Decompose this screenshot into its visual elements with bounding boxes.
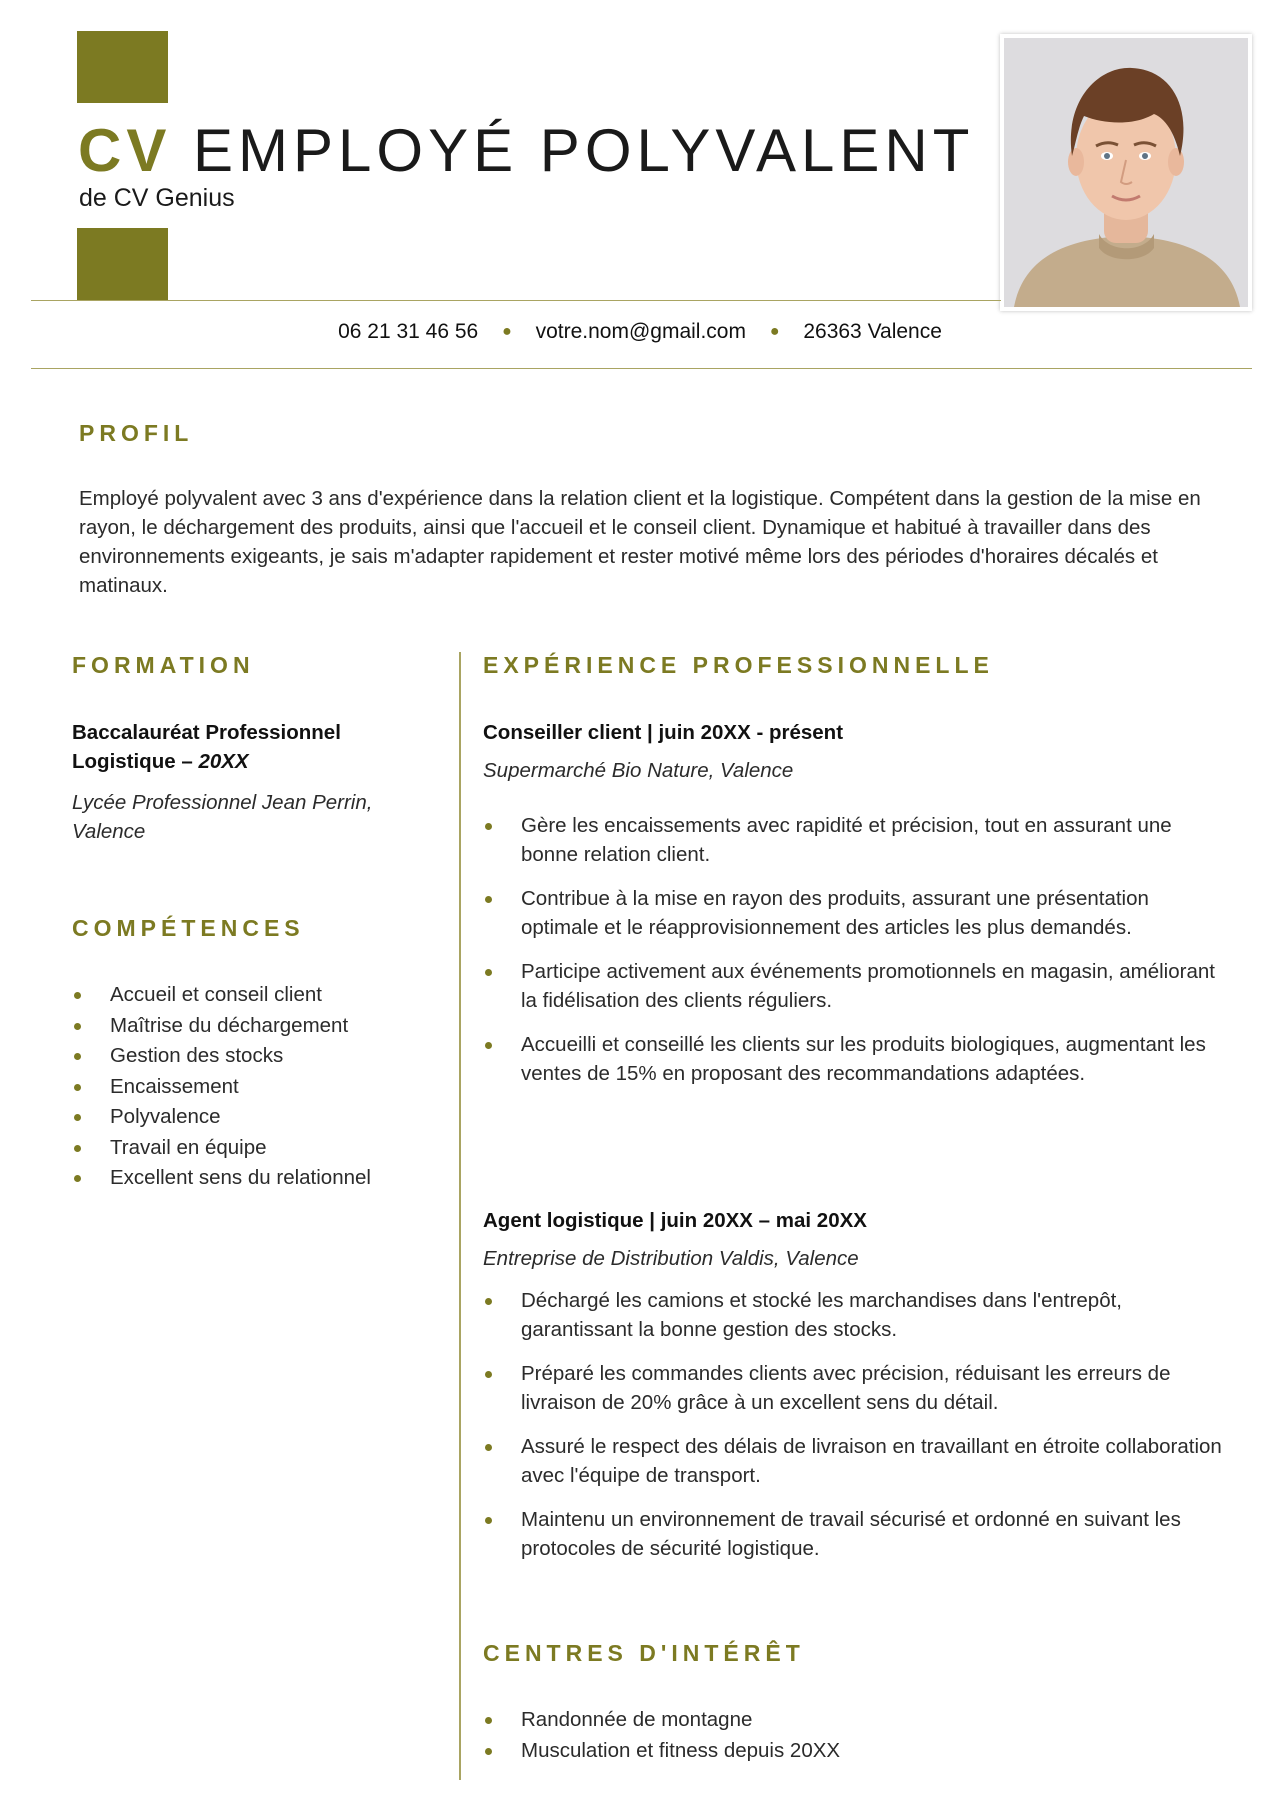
column-divider	[459, 652, 461, 1780]
separator-dot-icon: ●	[502, 323, 512, 340]
list-item: Maintenu un environnement de travail sécurisé et ordonné en suivant les protocoles de sécurité logistique.	[483, 1505, 1223, 1563]
list-item: Polyvalence	[72, 1102, 417, 1133]
contact-email: votre.nom@gmail.com	[535, 320, 746, 343]
skills-list	[72, 980, 417, 1194]
contact-bar	[0, 320, 1280, 344]
job-company: Supermarché Bio Nature, Valence	[483, 759, 794, 782]
list-item: Travail en équipe	[72, 1133, 417, 1164]
education-block	[72, 718, 417, 846]
list-item: Préparé les commandes clients avec précision, réduisant les erreurs de livraison de 20% grâce à un excellent sens du détail.	[483, 1359, 1223, 1417]
job-tasks	[483, 811, 1223, 1088]
list-item: Excellent sens du relationnel	[72, 1163, 417, 1194]
list-item: Participe activement aux événements promotionnels en magasin, améliorant la fidélisation des clients réguliers.	[483, 957, 1223, 1015]
list-item: Déchargé les camions et stocké les marchandises dans l'entrepôt, garantissant la bonne gestion des stocks.	[483, 1286, 1223, 1344]
list-item: Musculation et fitness depuis 20XX	[483, 1735, 1223, 1766]
list-item: Accueilli et conseillé les clients sur les produits biologiques, augmentant les ventes de 15% en proposant des recommandations adaptées.	[483, 1030, 1223, 1088]
portrait-image	[1004, 38, 1248, 307]
contact-location: 26363 Valence	[803, 320, 942, 343]
list-item: Accueil et conseil client	[72, 980, 417, 1011]
decorative-square-top	[77, 31, 168, 103]
title-main: EMPLOYÉ POLYVALENT	[193, 117, 975, 184]
job-entry-1	[483, 718, 1223, 1103]
separator-dot-icon: ●	[769, 323, 780, 340]
page-subtitle: de CV Genius	[79, 184, 235, 212]
list-item: Contribue à la mise en rayon des produits, assurant une présentation optimale et le réapprovisionnement des articles les plus demandés.	[483, 884, 1223, 942]
skills-heading: COMPÉTENCES	[72, 915, 305, 941]
list-item: Gère les encaissements avec rapidité et précision, tout en assurant une bonne relation client.	[483, 811, 1223, 869]
education-degree-name: Baccalauréat Professionnel Logistique –	[72, 721, 341, 773]
page-title	[78, 116, 974, 186]
header-divider-bottom	[31, 368, 1252, 369]
list-item: Encaissement	[72, 1072, 417, 1103]
decorative-square-bottom	[77, 228, 168, 300]
profile-text: Employé polyvalent avec 3 ans d'expérience dans la relation client et la logistique. Compétent dans la gestion de la mise en rayon, le déchargement des produits, ainsi que l'accueil et le conseil client. Dynamique et habitué à travailler dans des environnements exigeants, je sais m'adapter rapidement et rester motivé même lors des périodes d'horaires décalés et matinaux.	[79, 487, 1201, 597]
list-item: Randonnée de montagne	[483, 1704, 1223, 1735]
list-item: Assuré le respect des délais de livraison en travaillant en étroite collaboration avec l'équipe de transport.	[483, 1432, 1223, 1490]
job-title: Agent logistique | juin 20XX – mai 20XX	[483, 1209, 867, 1232]
contact-phone: 06 21 31 46 56	[338, 320, 479, 343]
interests-list	[483, 1704, 1223, 1766]
job-tasks	[483, 1286, 1223, 1563]
title-prefix: CV	[78, 117, 172, 184]
job-entry-2	[483, 1206, 1223, 1578]
job-title: Conseiller client | juin 20XX - présent	[483, 721, 844, 744]
experience-heading: EXPÉRIENCE PROFESSIONNELLE	[483, 652, 994, 678]
interests-heading: CENTRES D'INTÉRÊT	[483, 1640, 805, 1666]
education-heading: FORMATION	[72, 652, 255, 678]
profile-photo	[1000, 34, 1252, 311]
list-item: Maîtrise du déchargement	[72, 1011, 417, 1042]
job-company: Entreprise de Distribution Valdis, Valence	[483, 1247, 859, 1270]
header-divider-top	[31, 300, 1001, 301]
education-year: 20XX	[198, 750, 249, 773]
list-item: Gestion des stocks	[72, 1041, 417, 1072]
profile-heading: PROFIL	[79, 420, 194, 446]
education-school: Lycée Professionnel Jean Perrin, Valence	[72, 791, 373, 843]
education-degree	[72, 718, 417, 776]
